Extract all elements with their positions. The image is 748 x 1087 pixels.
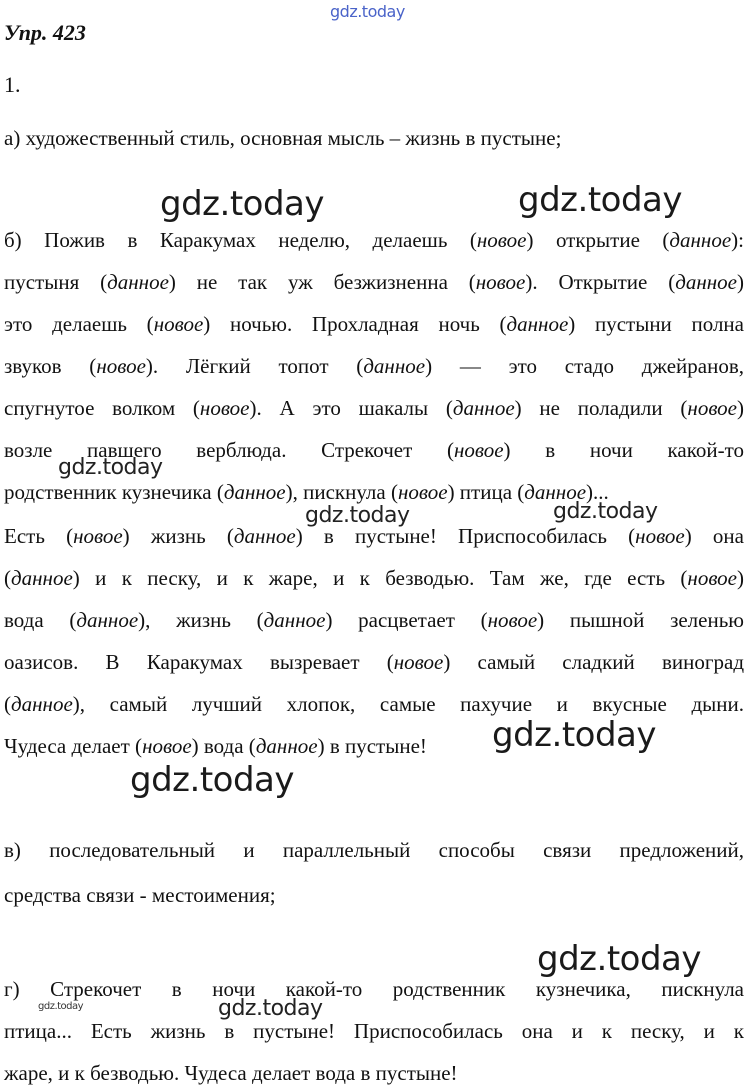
text-segment: ), пискнула (	[285, 480, 398, 504]
text-segment: вода (	[4, 608, 77, 632]
watermark: gdz.today	[330, 2, 405, 21]
text-segment: ) самый сладкий виноград	[443, 650, 745, 674]
info-label: новое	[199, 396, 250, 420]
text-segment: ) пышной зеленью	[537, 608, 744, 632]
text-segment: Есть (	[4, 524, 74, 548]
item-b-line	[4, 394, 744, 422]
item-g-line-3: жаре, и к безводью. Чудеса делает вода в пустыне!	[4, 1061, 458, 1085]
info-label: данное	[255, 734, 318, 758]
info-label: данное	[107, 270, 169, 294]
watermark: gdz.today	[553, 499, 658, 524]
item-b-line	[4, 690, 744, 718]
info-label: новое	[687, 566, 737, 590]
text-segment: ) не так уж безжизненна (	[168, 270, 476, 294]
text-segment: ) пустыни полна	[568, 312, 744, 336]
item-g-line-2: птица... Есть жизнь в пустыне! Приспособилась она и к песку, и к	[4, 1019, 744, 1043]
text-segment: ) открытие (	[526, 228, 670, 252]
info-label: данное	[452, 396, 515, 420]
text-segment: ). Открытие (	[525, 270, 676, 294]
text-segment: ) ночью. Прохладная ночь (	[203, 312, 507, 336]
info-label: новое	[153, 312, 204, 336]
text-segment: (	[4, 692, 11, 716]
text-segment: звуков (	[4, 354, 97, 378]
info-label: данное	[76, 608, 139, 632]
watermark: gdz.today	[305, 503, 410, 528]
item-v-line-2: средства связи - местоимения;	[4, 883, 276, 907]
text-segment: пустыня (	[4, 270, 108, 294]
item-a: а) художественный стиль, основная мысль – жизнь в пустыне;	[4, 126, 562, 150]
text-segment: ) в пустыне!	[317, 734, 427, 758]
info-label: новое	[687, 396, 737, 420]
info-label: новое	[393, 650, 444, 674]
info-label: данное	[506, 312, 569, 336]
info-label: новое	[453, 438, 504, 462]
text-segment: (	[4, 566, 11, 590]
info-label: новое	[142, 734, 192, 758]
info-label: данное	[363, 354, 426, 378]
item-b-line	[4, 564, 744, 592]
item-b-line	[4, 648, 744, 676]
text-segment: )	[737, 566, 744, 590]
text-segment: ). А это шакалы (	[249, 396, 453, 420]
item-b-line	[4, 310, 744, 338]
text-segment: ) в ночи какой-то	[503, 438, 744, 462]
info-label: данное	[263, 608, 326, 632]
text-segment: спугнутое волком (	[4, 396, 200, 420]
info-label: данное	[11, 692, 73, 716]
watermark: gdz.today	[58, 455, 163, 480]
text-segment: )	[736, 270, 744, 294]
watermark: gdz.today	[160, 184, 324, 224]
text-segment: ) птица (	[447, 480, 525, 504]
text-segment: ), жизнь (	[138, 608, 264, 632]
text-segment: ) расцветает (	[325, 608, 488, 632]
info-label: данное	[669, 228, 732, 252]
text-segment: ):	[731, 228, 744, 252]
text-segment: ) она	[684, 524, 744, 548]
text-segment: Чудеса делает (	[4, 734, 143, 758]
watermark: gdz.today	[38, 1001, 84, 1012]
text-segment: ) — это стадо джейранов,	[425, 354, 744, 378]
text-segment: )	[737, 396, 744, 420]
info-label: новое	[96, 354, 146, 378]
info-label: данное	[223, 480, 286, 504]
text-segment: ) жизнь (	[122, 524, 234, 548]
info-label: новое	[397, 480, 448, 504]
item-b-line	[4, 606, 744, 634]
item-b-line	[4, 268, 744, 296]
item-b-line	[4, 352, 744, 380]
watermark: gdz.today	[492, 715, 656, 755]
text-segment: )...	[586, 480, 609, 504]
item-v-line-1: в) последовательный и параллельный способы связи предложений,	[4, 838, 744, 862]
info-label: новое	[475, 270, 526, 294]
watermark: gdz.today	[218, 996, 323, 1021]
watermark: gdz.today	[537, 939, 701, 979]
exercise-title: Упр. 423	[4, 20, 86, 45]
info-label: данное	[675, 270, 737, 294]
info-label: данное	[233, 524, 296, 548]
text-segment: ) не поладили (	[514, 396, 688, 420]
text-segment: ), самый лучший хлопок, самые пахучие и вкусные дыни.	[72, 692, 744, 716]
text-segment: б) Пожив в Каракумах неделю, делаешь (	[4, 228, 477, 252]
info-label: новое	[476, 228, 527, 252]
text-segment: ) и к песку, и к жаре, и к безводью. Там же, где есть (	[72, 566, 688, 590]
text-segment: родственник кузнечика (	[4, 480, 224, 504]
text-segment: возле павшего верблюда. Стрекочет (	[4, 438, 454, 462]
info-label: новое	[73, 524, 123, 548]
text-segment: оазисов. В Каракумах вызревает (	[4, 650, 394, 674]
item-g-line-1: г) Стрекочет в ночи какой-то родственник кузнечика, пискнула	[4, 977, 744, 1001]
info-label: новое	[487, 608, 538, 632]
watermark: gdz.today	[130, 760, 294, 800]
info-label: данное	[11, 566, 73, 590]
section-number: 1.	[4, 72, 21, 97]
text-segment: ). Лёгкий топот (	[145, 354, 364, 378]
watermark: gdz.today	[518, 180, 682, 220]
info-label: данное	[524, 480, 587, 504]
text-segment: это делаешь (	[4, 312, 154, 336]
item-b-line	[4, 226, 744, 254]
text-segment: ) в пустыне! Приспособилась (	[295, 524, 636, 548]
info-label: новое	[635, 524, 685, 548]
text-segment: ) вода (	[191, 734, 256, 758]
